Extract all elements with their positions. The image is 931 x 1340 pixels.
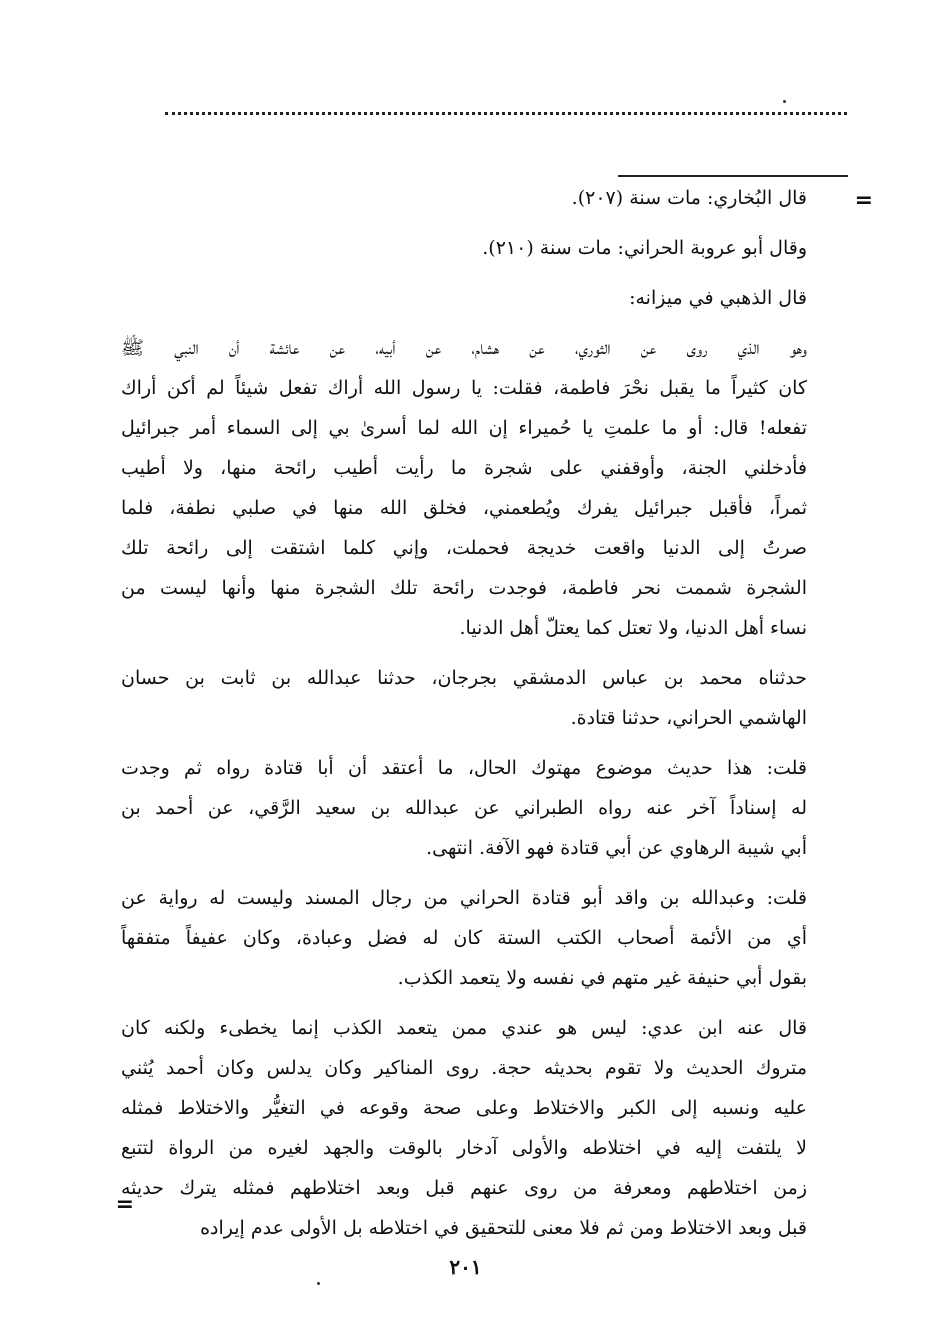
footnote-line: بقول أبي حنيفة غير متهم في نفسه ولا يتعمد الكذب. xyxy=(397,967,807,989)
footnote-line: ثمراً، فأقبل جبرائيل يفرك ويُطعمني، فخلق الله منها في صلبي نطفة، فلما xyxy=(121,497,807,519)
continuation-mark-top: = xyxy=(854,188,873,213)
footnote-line: قبل وبعد الاختلاط ومن ثم فلا معنى للتحقيق في اختلاطه بل الأولى عدم إيراده xyxy=(200,1217,807,1239)
footnote-line: لا يلتفت إليه في اختلاطه والأولى آدخار بالوقت والجهد لغيره من الرواة لتتبع xyxy=(121,1137,807,1159)
page-number: ٢٠١ xyxy=(449,1255,482,1279)
footnote-line: متروك الحديث ولا تقوم بحديثه حجة. روى المناكير وكان يدلس وكان أحمد يُثني xyxy=(121,1057,807,1079)
footnote-line: له إسناداً آخر عنه رواه الطبراني عن عبدالله بن سعيد الرَّقي، عن أحمد بن xyxy=(121,797,807,819)
footnote-paragraph xyxy=(121,1008,807,1248)
footnote-paragraph xyxy=(121,748,807,868)
footnote-line: وهو الذي روى عن الثوري، عن هشام، عن أبيه، عن عائشة أن النبي ﷺ xyxy=(121,337,807,359)
footnote-line: وقال أبو عروبة الحراني: مات سنة (٢١٠). xyxy=(482,237,807,259)
footnote-line: حدثناه محمد بن عباس الدمشقي بجرجان، حدثنا عبدالله بن ثابت بن حسان xyxy=(121,667,807,689)
footnote-line: صرتُ إلى الدنيا واقعت خديجة فحملت، وإني كلما اشتقت إلى رائحة تلك xyxy=(121,537,807,559)
footnote-line: كان كثيراً ما يقبل نحْرَ فاطمة، فقلت: يا رسول الله أراك تفعل شيئاً لم أكن أراك xyxy=(121,377,807,399)
footnote-paragraph xyxy=(121,658,807,738)
footnote-line: قال عنه ابن عدي: ليس هو عندي ممن يتعمد الكذب إنما يخطىء ولكنه كان xyxy=(121,1017,807,1039)
footnote-text xyxy=(121,178,807,1258)
dotted-separator xyxy=(165,112,847,115)
footnote-line: الشجرة شممت نحر فاطمة، فوجدت رائحة تلك الشجرة منها وأنها ليست من xyxy=(121,577,807,599)
footnote-rule xyxy=(618,175,848,177)
continuation-mark-bottom: = xyxy=(115,1192,134,1217)
footnote-line: زمن اختلاطهم ومعرفة من روى عنهم قبل وبعد اختلاطهم فمثله يترك حديثه xyxy=(121,1177,807,1199)
scan-speck xyxy=(317,1282,320,1285)
footnote-line: أي من الأئمة أصحاب الكتب الستة كان له فضل وعبادة، وكان عفيفاً متفقهاً xyxy=(121,927,807,949)
footnote-line: قال البُخاري: مات سنة (٢٠٧). xyxy=(571,187,807,209)
footnote-line: قلت: هذا حديث موضوع مهتوك الحال، ما أعتقد أن أبا قتادة رواه ثم وجدت xyxy=(121,757,807,779)
footnote-line: فأدخلني الجنة، وأوقفني على شجرة ما رأيت أطيب رائحة منها، ولا أطيب xyxy=(121,457,807,479)
footnote-paragraph xyxy=(121,228,807,268)
scan-speck xyxy=(783,100,786,103)
footnote-line: الهاشمي الحراني، حدثنا قتادة. xyxy=(570,707,807,729)
footnote-paragraph xyxy=(121,878,807,998)
footnote-line: قال الذهبي في ميزانه: xyxy=(629,287,807,309)
footnote-line: أبي شيبة الرهاوي عن أبي قتادة فهو الآفة. انتهى. xyxy=(426,837,807,859)
footnote-paragraph xyxy=(121,278,807,318)
footnote-line: عليه ونسبه إلى الكبر والاختلاط وعلى صحة وقوعه في التغيُّر والاختلاط فمثله xyxy=(121,1097,807,1119)
footnote-paragraph xyxy=(121,328,807,648)
footnote-line: قلت: وعبدالله بن واقد أبو قتادة الحراني من رجال المسند وليست له رواية عن xyxy=(121,887,807,909)
footnote-paragraph xyxy=(121,178,807,218)
footnote-line: تفعله! قال: أو ما علمتِ يا حُميراء إن الله لما أسرىٰ بي إلى السماء أمر جبرائيل xyxy=(121,417,807,439)
footnote-line: نساء أهل الدنيا، ولا تعتل كما يعتلّ أهل الدنيا. xyxy=(459,617,807,639)
